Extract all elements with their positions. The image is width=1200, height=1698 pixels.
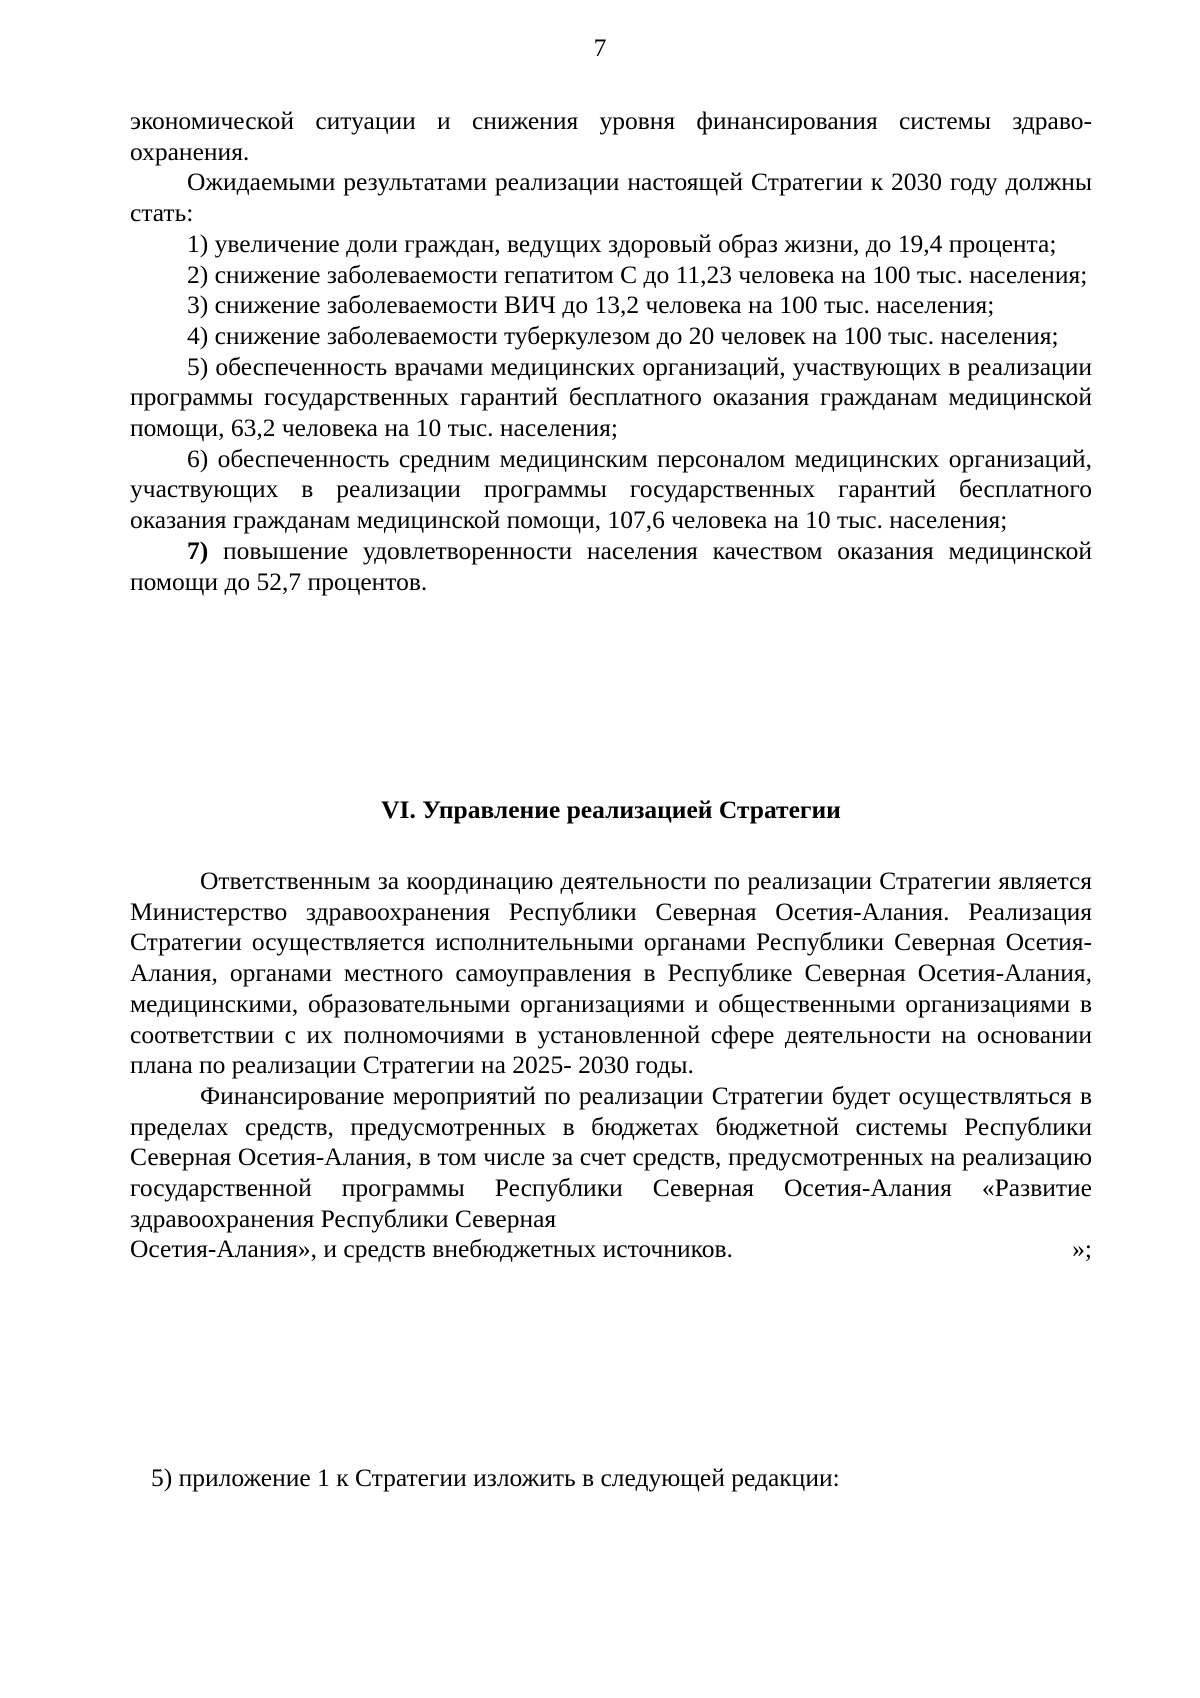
item-7-text: повышение удовлетворенности населения качеством оказания медицинской помощи до 52,7 процентов. [130,535,1092,596]
section-5-results [130,106,1092,597]
section-6-body [130,866,1092,1265]
list-item: 4) снижение заболеваемости туберкулезом до 20 человек на 100 тыс. населения; [187,320,1059,350]
list-item: 5) обеспеченность врачами медицинских организаций, участвующих в реализации программы государственных гарантий бесплатного оказания гражданам медицинской помощи, 63,2 человека на 10 тыс. населения; [130,351,1092,443]
financing-paragraph-end: Осетия-Алания», и средств внебюджетных источников. [130,1234,733,1264]
list-item: 2) снижение заболеваемости гепатитом С до 11,23 человека на 100 тыс. населения; [187,259,1088,289]
amendment-item: 5) приложение 1 к Стратегии изложить в следующей редакции: [151,1463,840,1492]
financing-paragraph: Финансирование мероприятий по реализации Стратегии будет осуществляться в пределах средств, предусмотренных в бюджетах бюджетной системы Республики Северная Осетия-Алания, в том числе за счет средств, предусмотренных на реализацию государственной программы Республики Северная Осетия-Алания «Развитие здравоохранения Республики Северная [130,1080,1092,1233]
closing-quote: »; [1072,1234,1092,1264]
list-item: 1) увеличение доли граждан, ведущих здоровый образ жизни, до 19,4 процента; [187,228,1057,258]
page-number: 7 [593,33,607,62]
list-item: 6) обеспеченность средним медицинским персоналом медицинских организаций, участвующих в реализации программы государственных гарантий бесплатного оказания гражданам медицинской помощи, 107,6 человека на 10 тыс. населения; [130,443,1092,535]
results-intro: Ожидаемыми результатами реализации настоящей Стратегии к 2030 году должны стать: [130,167,1092,228]
intro-continuation: экономической ситуации и снижения уровня финансирования системы здравоохранения. [130,106,1092,166]
list-item-7 [130,536,1092,597]
responsibility-paragraph: Ответственным за координацию деятельности по реализации Стратегии является Министерство здравоохранения Республики Северная Осетия-Алания. Реализация Стратегии осуществляется исполнительными органами Республики Северная Осетия-Алания, органами местного самоуправления в Республике Северная Осетия-Алания, медицинскими, образовательными организациями и общественными организациями в соответствии с их полномочиями в установленной сфере деятельности на основании плана по реализации Стратегии на 2025- 2030 годы. [130,866,1092,1080]
list-item: 3) снижение заболеваемости ВИЧ до 13,2 человека на 100 тыс. населения; [187,290,995,320]
item-7-number: 7) [187,535,209,565]
financing-last-line [130,1234,1092,1265]
section-6-heading: VI. Управление реализацией Стратегии [381,795,841,824]
